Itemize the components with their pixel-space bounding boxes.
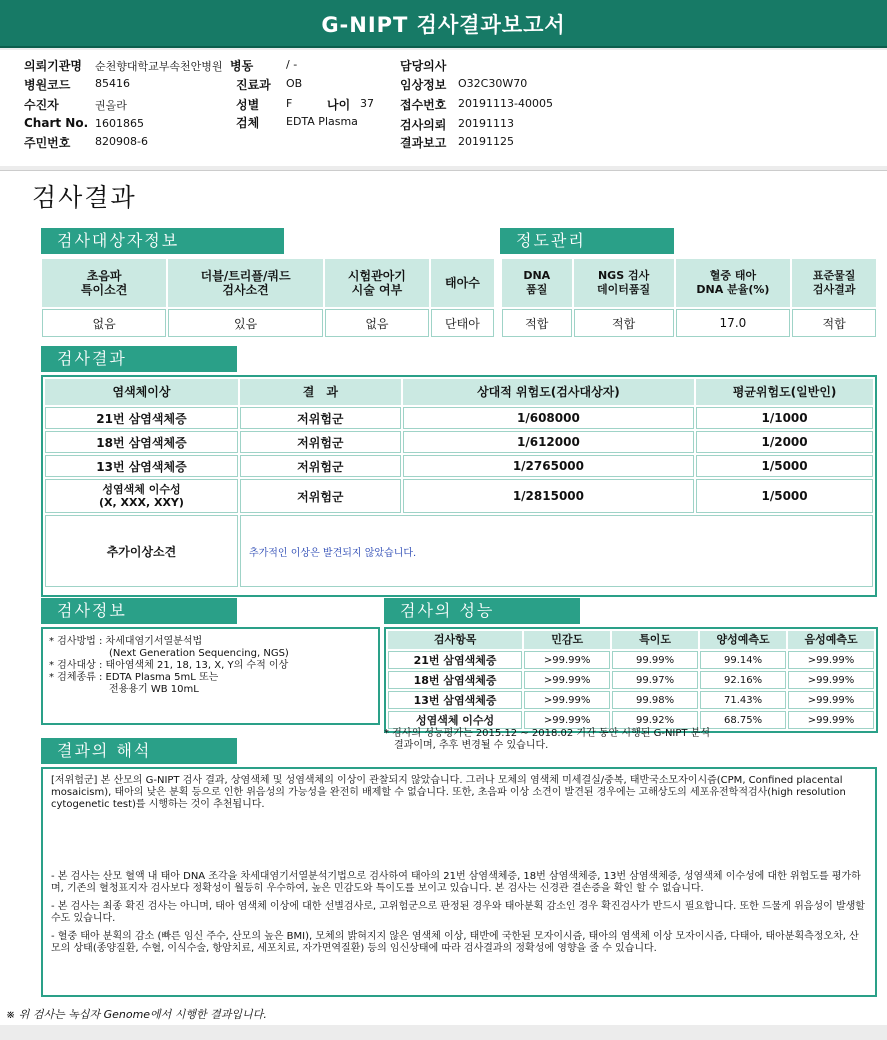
result-name: 18번 삼염색체증 <box>45 431 238 453</box>
age-label: 나이 <box>327 98 351 112</box>
test-target-item: * 검사대상 : 태아염색체 21, 18, 13, X, Y의 수적 이상 <box>49 660 289 671</box>
result-value: 저위험군 <box>240 407 401 429</box>
hospital-code-label: 병원코드 <box>24 78 71 92</box>
request-label: 검사의뢰 <box>400 118 447 132</box>
performance-ppv: 92.16% <box>700 671 786 689</box>
interpretation-heading: 결과의 해석 <box>41 738 237 764</box>
report-date-value: 20191125 <box>458 135 514 148</box>
clinical-label: 임상정보 <box>400 78 447 92</box>
subject-header-ultrasound: 초음파 특이소견 <box>42 259 166 307</box>
performance-ppv: 68.75% <box>700 711 786 729</box>
results-table <box>43 377 875 589</box>
test-info-heading: 검사정보 <box>41 598 237 624</box>
qc-table <box>500 257 878 339</box>
additional-findings-label: 추가이상소견 <box>45 515 238 587</box>
interpretation-bullet: - 혈중 태아 분획의 감소 (빠른 임신 주수, 산모의 높은 BMI), 모체의 밝혀지지 않은 염색체 이상, 태반에 국한된 모자이시즘, 태아의 염색체 이상 모자이시즘, 다태아, 태아분획측정오차, 산모의 상태(종양질환, 수혈, 이식수술, 항암치료, 세포치료, 자가면역질환) 등의 임신상태에 따라 검사결과의 정확성에 영향을 줄 수 있습니다. <box>51 931 859 954</box>
qc-heading: 정도관리 <box>500 228 674 254</box>
performance-table <box>384 627 878 733</box>
result-name: 13번 삼염색체증 <box>45 455 238 477</box>
result-relative: 1/608000 <box>403 407 694 429</box>
performance-ppv: 99.14% <box>700 651 786 669</box>
subject-header-fetus-count: 태아수 <box>431 259 494 307</box>
performance-sensitivity: >99.99% <box>524 671 610 689</box>
results-header-abnormality: 염색체이상 <box>45 379 238 405</box>
result-relative: 1/612000 <box>403 431 694 453</box>
performance-ppv: 71.43% <box>700 691 786 709</box>
specimen-value: EDTA Plasma <box>286 115 358 128</box>
subject-value-ultrasound: 없음 <box>42 309 166 337</box>
report-title-bar <box>0 0 887 48</box>
performance-specificity: 99.99% <box>612 651 698 669</box>
qc-header-reference: 표준물질 검사결과 <box>792 259 876 307</box>
test-specimen-item: * 검체종류 : EDTA Plasma 5mL 또는 전용용기 WB 10mL <box>49 672 219 695</box>
performance-item: 18번 삼염색체증 <box>388 671 522 689</box>
hospital-code-value: 85416 <box>95 77 130 90</box>
performance-specificity: 99.92% <box>612 711 698 729</box>
result-relative: 1/2815000 <box>403 479 694 513</box>
performance-item: 13번 삼염색체증 <box>388 691 522 709</box>
dept-value: OB <box>286 77 303 90</box>
dept-label: 진료과 <box>236 78 271 92</box>
sex-label: 성별 <box>236 98 260 112</box>
performance-sensitivity: >99.99% <box>524 711 610 729</box>
performance-row <box>388 711 874 729</box>
qc-value-ngs-quality: 적합 <box>574 309 674 337</box>
qc-value-fetal-fraction: 17.0 <box>676 309 790 337</box>
performance-npv: >99.99% <box>788 671 874 689</box>
clinical-value: O32C30W70 <box>458 77 528 90</box>
doctor-label: 담당의사 <box>400 59 447 73</box>
results-heading: 검사결과 <box>41 346 237 372</box>
qc-value-reference: 적합 <box>792 309 876 337</box>
chart-label: Chart No. <box>24 116 89 130</box>
performance-heading: 검사의 성능 <box>384 598 580 624</box>
performance-row <box>388 691 874 709</box>
performance-header-ppv: 양성예측도 <box>700 631 786 649</box>
specimen-label: 검체 <box>236 116 260 130</box>
subject-value-screening: 있음 <box>168 309 323 337</box>
performance-row <box>388 671 874 689</box>
subject-header-ivf: 시험관아기 시술 여부 <box>325 259 429 307</box>
performance-row <box>388 651 874 669</box>
patient-label: 수진자 <box>24 98 59 112</box>
interpretation-paragraph: [저위험군] 본 산모의 G-NIPT 검사 결과, 상염색체 및 성염색체의 이상이 관찰되지 않았습니다. 그러나 모체의 염색체 미세결실/중복, 태반국소모자이시즘(CPM, Confined placental mosaicism), 태아의 낮은 분획 등으로 인한 위음성의 가능성을 완전히 배제할 수 없습니다. 또한, 초음파 이상 소견이 발견된 경우에는 고해상도의 세포유전학적검사(high resolution cytogenetic test)를 시행하는 것이 추천됩니다. <box>51 775 846 810</box>
test-info-box <box>41 627 380 725</box>
resident-label: 주민번호 <box>24 136 71 150</box>
ward-label: 병동 <box>230 59 254 73</box>
results-header-average-risk: 평균위험도(일반인) <box>696 379 873 405</box>
result-average: 1/5000 <box>696 455 873 477</box>
request-value: 20191113 <box>458 117 514 130</box>
subject-header-screening: 더블/트리플/쿼드 검사소견 <box>168 259 323 307</box>
accession-label: 접수번호 <box>400 98 447 112</box>
resident-value: 820908-6 <box>95 135 148 148</box>
result-average: 1/2000 <box>696 431 873 453</box>
ward-value: / - <box>286 58 298 71</box>
subject-info-table <box>40 257 496 339</box>
test-method-item: * 검사방법 : 차세대염기서열분석법 (Next Generation Sequencing, NGS) <box>49 636 289 659</box>
result-name: 21번 삼염색체증 <box>45 407 238 429</box>
performance-header-item: 검사항목 <box>388 631 522 649</box>
sex-value: F <box>286 97 293 110</box>
performance-header-npv: 음성예측도 <box>788 631 874 649</box>
additional-findings-text: 추가적인 이상은 발견되지 않았습니다. <box>240 515 873 587</box>
main-heading: 검사결과 <box>32 183 137 212</box>
interpretation-box <box>41 767 877 997</box>
result-value: 저위험군 <box>240 431 401 453</box>
result-average: 1/5000 <box>696 479 873 513</box>
institution-value: 순천향대학교부속천안병원 <box>95 60 223 73</box>
subject-value-fetus-count: 단태아 <box>431 309 494 337</box>
performance-item: 21번 삼염색체증 <box>388 651 522 669</box>
result-relative: 1/2765000 <box>403 455 694 477</box>
performance-item: 성염색체 이수성 <box>388 711 522 729</box>
performance-header-specificity: 특이도 <box>612 631 698 649</box>
performance-note: * 검사의 성능평가는 2015.12 ~ 2018.02 기간 동안 시행된 G-NIPT 분석 결과이며, 추후 변경될 수 있습니다. <box>384 728 711 751</box>
performance-specificity: 99.98% <box>612 691 698 709</box>
result-average: 1/1000 <box>696 407 873 429</box>
chart-value: 1601865 <box>95 117 144 130</box>
footer-note: ※ 위 검사는 녹십자 Genome에서 시행한 결과입니다. <box>6 1008 267 1021</box>
results-header-relative-risk: 상대적 위험도(검사대상자) <box>403 379 694 405</box>
accession-value: 20191113-40005 <box>458 97 553 110</box>
institution-label: 의뢰기관명 <box>24 59 82 73</box>
qc-value-dna-quality: 적합 <box>502 309 572 337</box>
performance-npv: >99.99% <box>788 691 874 709</box>
report-date-label: 결과보고 <box>400 136 447 150</box>
performance-header-sensitivity: 민감도 <box>524 631 610 649</box>
patient-info-block <box>0 50 887 166</box>
qc-header-ngs-quality: NGS 검사 데이터품질 <box>574 259 674 307</box>
result-value: 저위험군 <box>240 455 401 477</box>
age-value: 37 <box>360 97 374 110</box>
interpretation-bullet: - 본 검사는 산모 혈액 내 태아 DNA 조각을 차세대염기서열분석기법으로 검사하여 태아의 21번 삼염색체증, 18번 삼염색체증, 13번 삼염색체증, 성염색체 이수성에 대한 위험도를 평가하며, 기존의 혈청표지자 검사보다 정확성이 월등히 우수하여, 높은 민감도와 특이도를 보이고 있습니다. 본 검사는 신경관 결손증을 확인 할 수 없습니다. <box>51 871 861 894</box>
results-row <box>45 431 873 453</box>
performance-specificity: 99.97% <box>612 671 698 689</box>
performance-npv: >99.99% <box>788 651 874 669</box>
qc-header-dna-quality: DNA 품질 <box>502 259 572 307</box>
results-header-result: 결 과 <box>240 379 401 405</box>
interpretation-bullet: - 본 검사는 최종 확진 검사는 아니며, 태아 염색체 이상에 대한 선별검사로, 고위험군으로 판정된 경우와 태아분획 감소인 경우 확진검사가 반드시 필요합니다. 또한 드물게 위음성이 발생할 수도 있습니다. <box>51 901 865 924</box>
result-value: 저위험군 <box>240 479 401 513</box>
performance-npv: >99.99% <box>788 711 874 729</box>
report-title: G-NIPT 검사결과보고서 <box>321 13 566 37</box>
performance-sensitivity: >99.99% <box>524 651 610 669</box>
result-name: 성염색체 이수성 (X, XXX, XXY) <box>45 479 238 513</box>
patient-value: 권올라 <box>95 99 127 112</box>
results-row <box>45 455 873 477</box>
subject-info-heading: 검사대상자정보 <box>41 228 284 254</box>
performance-sensitivity: >99.99% <box>524 691 610 709</box>
results-row <box>45 479 873 513</box>
subject-value-ivf: 없음 <box>325 309 429 337</box>
results-row <box>45 407 873 429</box>
qc-header-fetal-fraction: 혈중 태아 DNA 분율(%) <box>676 259 790 307</box>
